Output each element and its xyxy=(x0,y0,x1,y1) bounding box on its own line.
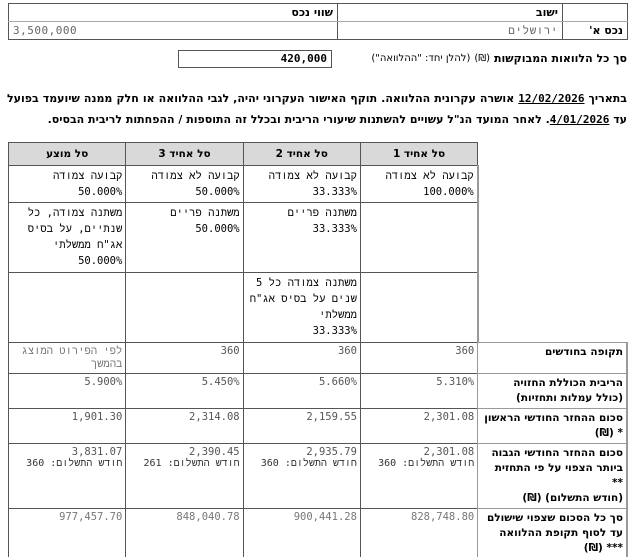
first-payment-value: 1,901.30 xyxy=(9,409,126,444)
max-payment-cell: 2,935.79 חודש התשלום: 360 xyxy=(243,444,360,509)
rate-value: 5.310% xyxy=(360,374,477,409)
track-cell: משתנה פריים 50.000% xyxy=(126,203,243,273)
max-payment-cell: 3,831.07 חודש התשלום: 360 xyxy=(9,444,126,509)
total-value: 977,457.70 xyxy=(9,509,126,557)
track-cell: קבועה לא צמודה 33.333% xyxy=(243,166,360,203)
period-value: 360 xyxy=(243,343,360,374)
rate-value: 5.900% xyxy=(9,374,126,409)
track-cell: קבועה לא צמודה 50.000% xyxy=(126,166,243,203)
track-cell xyxy=(360,273,477,343)
approval-paragraph xyxy=(7,88,627,130)
track-row xyxy=(9,166,628,203)
rate-label: הריבית הכוללת החזויה (כולל עמלות ותחזיות) xyxy=(478,374,627,409)
first-payment-row xyxy=(9,409,628,444)
max-payment-label: סכום ההחזר החודשי הגבוה ביותר הצפוי על פי התחזית ** (חודש התשלום) (₪) xyxy=(478,444,627,509)
currency-label: (₪) xyxy=(474,53,490,64)
total-label: סך כל הסכום שצפוי שישולם עד לסוף תקופת ההלוואה *** (₪) xyxy=(478,509,627,557)
track-row-label xyxy=(478,273,627,343)
total-value: 848,040.78 xyxy=(126,509,243,557)
first-payment-label: סכום ההחזר החודשי הראשון * (₪) xyxy=(478,409,627,444)
first-payment-value: 2,301.08 xyxy=(360,409,477,444)
max-payment-cell: 2,301.08 חודש התשלום: 360 xyxy=(360,444,477,509)
track-cell xyxy=(360,203,477,273)
total-value: 828,748.80 xyxy=(360,509,477,557)
para-text-3: . לאחר המועד הנ"ל עשויים להשתנות שיעורי הריבית ובכלל זה התוספות / ההפחתות לריבית הבסיס. xyxy=(48,113,550,126)
max-payment-cell: 2,390.45 חודש התשלום: 261 xyxy=(126,444,243,509)
track-cell: קבועה לא צמודה 100.000% xyxy=(360,166,477,203)
track-cell xyxy=(126,273,243,343)
approval-date: 12/02/2026 xyxy=(518,92,584,105)
header-empty xyxy=(478,143,627,166)
rate-value: 5.660% xyxy=(243,374,360,409)
loan-total-row xyxy=(371,52,627,65)
first-payment-value: 2,314.08 xyxy=(126,409,243,444)
period-row xyxy=(9,343,628,374)
header-basket-3: סל אחיד 3 xyxy=(126,143,243,166)
rate-row xyxy=(9,374,628,409)
loan-total-label: סך כל הלוואות המבוקשות xyxy=(494,52,627,65)
header-proposed-basket: סל מוצע xyxy=(9,143,126,166)
rate-value: 5.450% xyxy=(126,374,243,409)
track-row xyxy=(9,273,628,343)
track-cell: קבועה צמודה 50.000% xyxy=(9,166,126,203)
property-row-label: נכס א' xyxy=(563,22,628,40)
property-value: 3,500,000 xyxy=(9,22,338,40)
max-payment-row xyxy=(9,444,628,509)
track-cell: משתנה צמודה, כל שנתיים, על בסיס אג"ח ממשלתי 50.000% xyxy=(9,203,126,273)
first-payment-value: 2,159.55 xyxy=(243,409,360,444)
para-text-2: אושרה עקרונית ההלוואה. תוקף האישור העקרוני יהיה, לגבי ההלוואה או חלק ממנה שיועמד בפועל עד xyxy=(7,92,627,126)
track-row-label xyxy=(478,203,627,273)
track-row-label xyxy=(478,166,627,203)
property-table xyxy=(8,3,628,40)
loan-baskets-table xyxy=(8,142,628,557)
total-value: 900,441.28 xyxy=(243,509,360,557)
value-header: שווי נכס xyxy=(9,4,338,22)
period-value: לפי הפירוט המוצג בהמשך xyxy=(9,343,126,374)
header-basket-1: סל אחיד 1 xyxy=(360,143,477,166)
total-row xyxy=(9,509,628,557)
track-row xyxy=(9,203,628,273)
header-basket-2: סל אחיד 2 xyxy=(243,143,360,166)
property-city: ירושלים xyxy=(338,22,563,40)
period-value: 360 xyxy=(360,343,477,374)
period-value: 360 xyxy=(126,343,243,374)
city-header: ישוב xyxy=(338,4,563,22)
validity-date: 4/01/2026 xyxy=(550,113,610,126)
property-header-empty xyxy=(563,4,628,22)
track-cell: משתנה צמודה כל 5 שנים על בסיס אג"ח ממשלתי 33.333% xyxy=(243,273,360,343)
track-cell: משתנה פריים 33.333% xyxy=(243,203,360,273)
period-label: תקופה בחודשים xyxy=(478,343,627,374)
loan-total-field[interactable]: 420,000 xyxy=(178,50,332,68)
track-cell xyxy=(9,273,126,343)
loan-total-sublabel: (להלן יחד: "ההלוואה") xyxy=(371,53,470,64)
para-text-1: בתאריך xyxy=(585,92,628,105)
